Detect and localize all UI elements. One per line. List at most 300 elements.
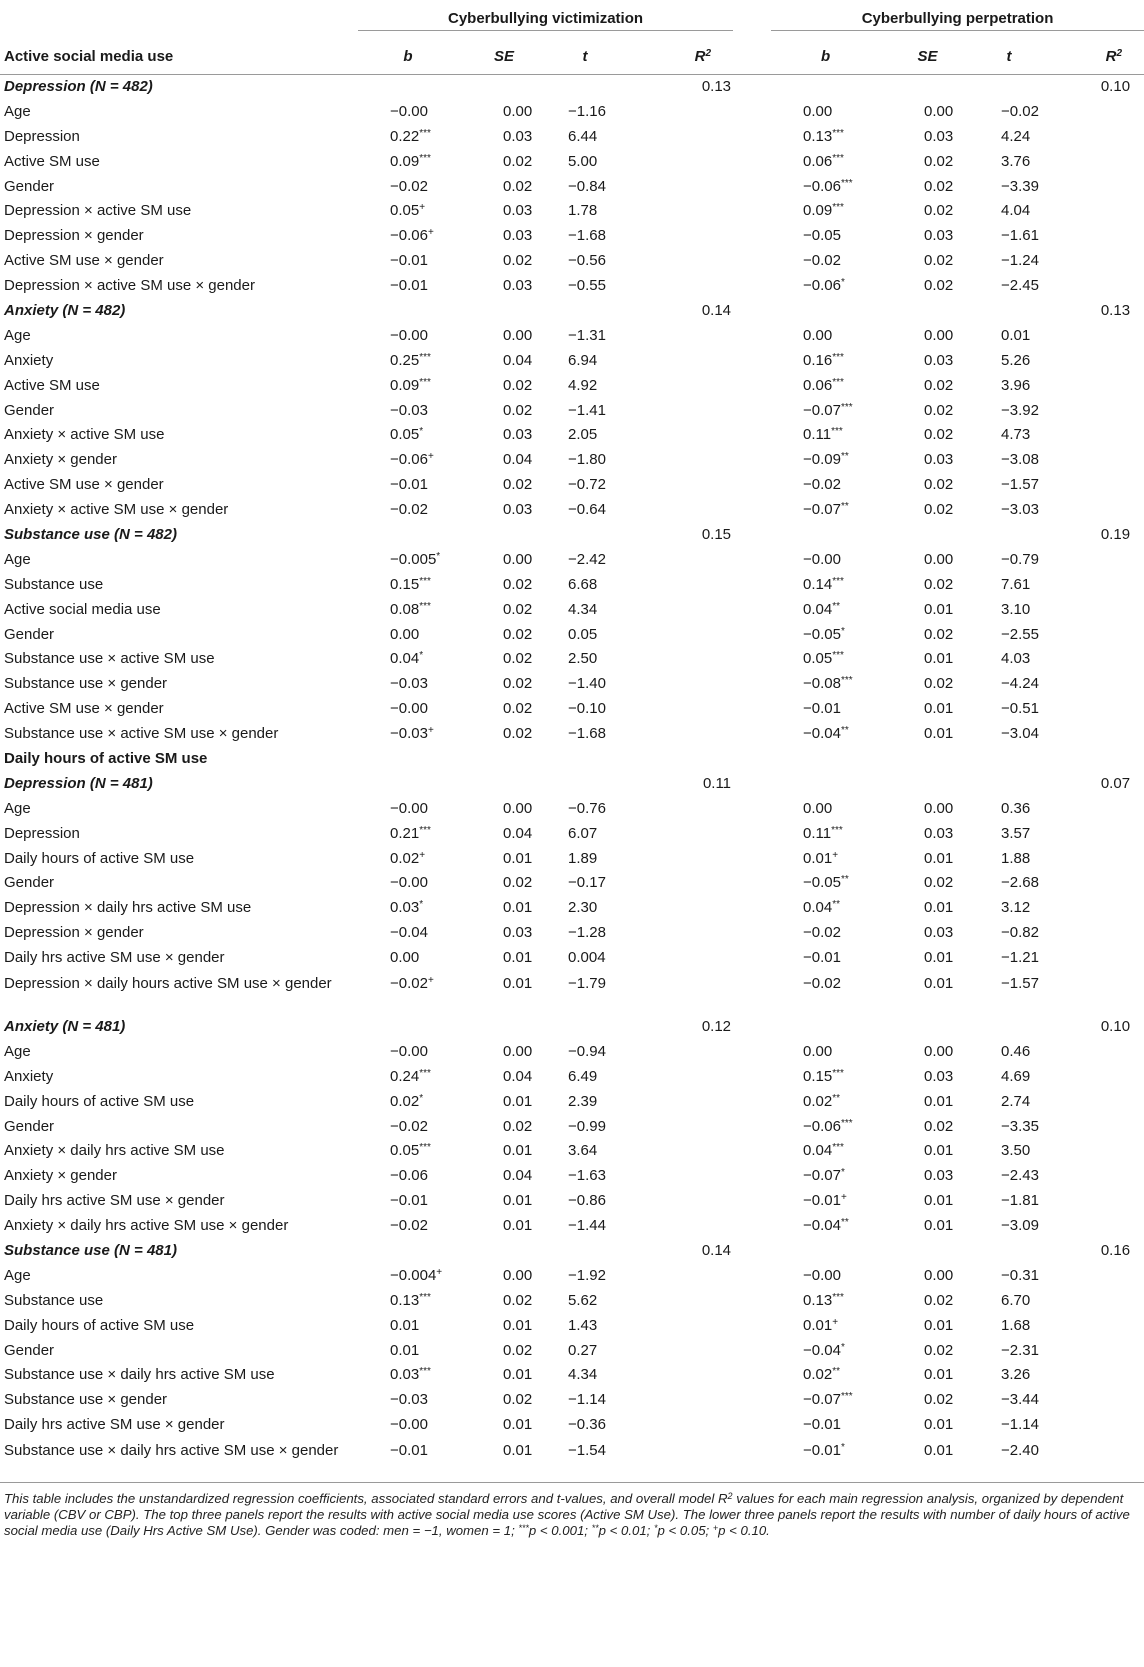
- predictor-label: Depression × daily hours active SM use × gender: [4, 974, 332, 992]
- b-perpetration-value: 0.02: [803, 1366, 833, 1384]
- section-row: [0, 523, 1144, 548]
- predictor-label: Gender: [4, 1117, 55, 1135]
- significance-marker: *: [841, 1441, 845, 1453]
- empty-cell: [620, 99, 733, 124]
- empty-cell: [1043, 124, 1144, 149]
- predictor-label: Age: [4, 326, 31, 344]
- empty-cell: [550, 75, 620, 100]
- b-perpetration: [771, 348, 880, 373]
- b-perpetration: [771, 1039, 880, 1064]
- empty-cell: [1043, 1164, 1144, 1189]
- b-perpetration-value: −0.06: [803, 277, 841, 295]
- t-victimization: −1.44: [568, 1217, 606, 1235]
- significance-marker: ***: [419, 1067, 431, 1079]
- table-row: [0, 1313, 1144, 1338]
- b-victimization: [358, 1338, 458, 1363]
- t-victimization: 4.92: [568, 376, 598, 394]
- predictor-label: Anxiety × daily hrs active SM use × gender: [4, 1217, 289, 1235]
- empty-cell: [620, 373, 733, 398]
- significance-marker: **: [841, 501, 849, 513]
- b-perpetration-value: 0.09: [803, 202, 833, 220]
- spacer-cell: [733, 672, 771, 697]
- significance-marker: *: [436, 550, 441, 562]
- empty-cell: [620, 796, 733, 821]
- b-perpetration-value: −0.06: [803, 177, 841, 195]
- se-perpetration: 0.01: [924, 1092, 954, 1110]
- empty-cell: [1043, 199, 1144, 224]
- predictor-label: Daily hrs active SM use × gender: [4, 1416, 225, 1434]
- empty-cell: [620, 1164, 733, 1189]
- empty-cell: [1043, 1388, 1144, 1413]
- b-perpetration-value: 0.01: [803, 849, 833, 867]
- se-victimization: 0.02: [503, 650, 533, 668]
- t-victimization: −2.42: [568, 550, 606, 568]
- significance-marker: +: [436, 1266, 443, 1278]
- t-victimization: 6.49: [568, 1067, 598, 1085]
- empty-cell: [1043, 274, 1144, 299]
- col-header-b-victimization: b: [358, 40, 458, 75]
- t-victimization: 0.27: [568, 1341, 598, 1359]
- b-victimization-value: 0.05: [390, 202, 420, 220]
- t-victimization: −1.28: [568, 924, 606, 942]
- empty-cell: [620, 498, 733, 523]
- b-victimization-value: −0.01: [390, 476, 428, 494]
- b-victimization: [358, 249, 458, 274]
- spacer-cell: [733, 1015, 771, 1040]
- b-victimization-value: 0.15: [390, 575, 420, 593]
- empty-cell: [620, 622, 733, 647]
- t-perpetration: −2.68: [1001, 874, 1039, 892]
- table-row: [0, 1214, 1144, 1239]
- table-row: [0, 224, 1144, 249]
- empty-cell: [358, 1015, 458, 1040]
- significance-marker: ***: [419, 127, 431, 139]
- t-victimization: 2.05: [568, 426, 598, 444]
- spacer-cell: [733, 1064, 771, 1089]
- b-perpetration: [771, 1388, 880, 1413]
- empty-cell: [1043, 597, 1144, 622]
- significance-marker: *: [841, 625, 845, 637]
- table-row: [0, 1189, 1144, 1214]
- b-perpetration-value: −0.05: [803, 625, 841, 643]
- se-perpetration: 0.01: [924, 1192, 954, 1210]
- se-perpetration: 0.01: [924, 600, 954, 618]
- se-victimization: 0.03: [503, 924, 533, 942]
- se-victimization: 0.04: [503, 1067, 533, 1085]
- spacer-cell: [733, 1288, 771, 1313]
- b-perpetration-value: −0.00: [803, 1266, 841, 1284]
- r2-perpetration: 0.19: [1100, 525, 1131, 543]
- empty-cell: [1043, 1413, 1144, 1438]
- b-victimization: [358, 149, 458, 174]
- b-victimization-value: 0.08: [390, 600, 420, 618]
- spacer-cell: [733, 896, 771, 921]
- empty-cell: [1043, 672, 1144, 697]
- significance-marker: ***: [832, 1067, 844, 1079]
- b-victimization: [358, 1288, 458, 1313]
- t-victimization: −1.16: [568, 102, 606, 120]
- b-perpetration-value: −0.01: [803, 700, 841, 718]
- b-perpetration: [771, 1338, 880, 1363]
- empty-cell: [620, 647, 733, 672]
- empty-cell: [620, 199, 733, 224]
- predictor-label: Active SM use: [4, 152, 100, 170]
- t-perpetration: 4.04: [1001, 202, 1031, 220]
- predictor-label: Substance use × gender: [4, 1391, 168, 1409]
- se-perpetration: 0.02: [924, 501, 954, 519]
- empty-cell: [1043, 149, 1144, 174]
- significance-marker: ***: [831, 426, 843, 438]
- empty-cell: [620, 348, 733, 373]
- r2-perpetration: 0.07: [1100, 774, 1131, 792]
- se-perpetration: 0.03: [924, 351, 954, 369]
- spacer-cell: [733, 448, 771, 473]
- b-perpetration: [771, 547, 880, 572]
- empty-cell: [358, 75, 458, 100]
- b-victimization: [358, 373, 458, 398]
- se-victimization: 0.01: [503, 1142, 533, 1160]
- t-victimization: −0.94: [568, 1042, 606, 1060]
- empty-cell: [975, 1239, 1043, 1264]
- significance-marker: *: [841, 1341, 845, 1353]
- table-row: [0, 348, 1144, 373]
- spacer-cell: [733, 622, 771, 647]
- se-perpetration: 0.01: [924, 725, 954, 743]
- section-title: Anxiety (N = 481): [4, 1018, 126, 1035]
- table-row: [0, 1089, 1144, 1114]
- t-perpetration: 3.26: [1001, 1366, 1031, 1384]
- b-perpetration-value: −0.02: [803, 924, 841, 942]
- se-victimization: 0.03: [503, 127, 533, 145]
- se-perpetration: 0.01: [924, 1142, 954, 1160]
- b-perpetration-value: 0.04: [803, 600, 833, 618]
- se-victimization: 0.01: [503, 974, 533, 992]
- r2-victimization: 0.14: [701, 1242, 732, 1260]
- table-row: [0, 1388, 1144, 1413]
- b-perpetration: [771, 821, 880, 846]
- t-perpetration: −0.79: [1001, 550, 1039, 568]
- empty-cell: [771, 1015, 880, 1040]
- table-row: [0, 896, 1144, 921]
- t-perpetration: −2.55: [1001, 625, 1039, 643]
- predictor-label: Gender: [4, 177, 55, 195]
- t-perpetration: 7.61: [1001, 575, 1031, 593]
- t-perpetration: 2.74: [1001, 1092, 1031, 1110]
- section-title: Substance use (N = 482): [4, 525, 177, 543]
- b-perpetration: [771, 1413, 880, 1438]
- predictor-label: Daily hours of active SM use: [4, 1092, 195, 1110]
- predictor-label: Substance use × active SM use: [4, 650, 215, 668]
- se-victimization: 0.02: [503, 600, 533, 618]
- b-victimization-value: 0.05: [390, 1142, 420, 1160]
- empty-cell: [458, 771, 550, 796]
- table-row: [0, 971, 1144, 1015]
- b-perpetration-value: −0.04: [803, 725, 841, 743]
- empty-cell: [880, 75, 975, 100]
- t-victimization: −0.99: [568, 1117, 606, 1135]
- t-victimization: −0.36: [568, 1416, 606, 1434]
- b-perpetration: [771, 199, 880, 224]
- empty-cell: [1043, 1064, 1144, 1089]
- se-perpetration: 0.02: [924, 152, 954, 170]
- t-perpetration: −0.82: [1001, 924, 1039, 942]
- significance-marker: +: [832, 1316, 839, 1328]
- t-perpetration: −3.44: [1001, 1391, 1039, 1409]
- predictor-label: Active SM use: [4, 376, 100, 394]
- predictor-label: Active social media use: [4, 600, 161, 618]
- b-perpetration-value: 0.00: [803, 326, 833, 344]
- empty-cell: [1043, 1263, 1144, 1288]
- se-victimization: 0.02: [503, 376, 533, 394]
- se-victimization: 0.04: [503, 1167, 533, 1185]
- empty-cell: [620, 1214, 733, 1239]
- se-victimization: 0.04: [503, 824, 533, 842]
- spacer-cell: [733, 771, 771, 796]
- empty-cell: [620, 547, 733, 572]
- b-victimization: [358, 174, 458, 199]
- table-row: [0, 921, 1144, 946]
- spacer-cell: [733, 348, 771, 373]
- significance-marker: ***: [832, 202, 844, 214]
- b-victimization-value: −0.03: [390, 675, 428, 693]
- b-perpetration-value: −0.09: [803, 451, 841, 469]
- b-perpetration: [771, 274, 880, 299]
- b-perpetration: [771, 1139, 880, 1164]
- b-victimization-value: −0.01: [390, 1192, 428, 1210]
- empty-cell: [620, 124, 733, 149]
- b-victimization-value: −0.06: [390, 1167, 428, 1185]
- t-perpetration: −3.35: [1001, 1117, 1039, 1135]
- t-perpetration: 1.68: [1001, 1316, 1031, 1334]
- empty-cell: [880, 1239, 975, 1264]
- table-row: [0, 622, 1144, 647]
- b-victimization: [358, 448, 458, 473]
- empty-cell: [771, 771, 880, 796]
- r2-victimization: 0.11: [702, 774, 732, 792]
- b-perpetration-value: −0.05: [803, 227, 841, 245]
- t-perpetration: 3.57: [1001, 824, 1031, 842]
- se-perpetration: 0.03: [924, 1167, 954, 1185]
- section-row: [0, 299, 1144, 324]
- spacer-cell: [733, 1114, 771, 1139]
- empty-cell: [1043, 821, 1144, 846]
- empty-cell: [1043, 871, 1144, 896]
- predictor-label: Anxiety: [4, 1067, 54, 1085]
- table-row: [0, 1288, 1144, 1313]
- se-perpetration: 0.00: [924, 550, 954, 568]
- b-victimization: [358, 597, 458, 622]
- b-perpetration-value: 0.14: [803, 575, 833, 593]
- t-victimization: 1.43: [568, 1316, 598, 1334]
- section-title: Depression (N = 482): [4, 78, 153, 96]
- b-victimization: [358, 1089, 458, 1114]
- t-victimization: −0.84: [568, 177, 606, 195]
- table-row: [0, 199, 1144, 224]
- b-perpetration-value: −0.01: [803, 1441, 841, 1459]
- significance-marker: ***: [419, 351, 431, 363]
- spacer-cell: [733, 423, 771, 448]
- empty-cell: [1043, 572, 1144, 597]
- significance-marker: *: [419, 899, 424, 911]
- t-perpetration: −1.24: [1001, 252, 1039, 270]
- t-perpetration: −3.08: [1001, 451, 1039, 469]
- t-perpetration: −0.51: [1001, 700, 1039, 718]
- empty-cell: [620, 896, 733, 921]
- empty-cell: [620, 274, 733, 299]
- b-victimization: [358, 1064, 458, 1089]
- table-body: [0, 75, 1144, 1482]
- b-victimization: [358, 1189, 458, 1214]
- b-victimization-value: −0.01: [390, 277, 428, 295]
- spacer-cell: [733, 1413, 771, 1438]
- empty-cell: [620, 1263, 733, 1288]
- significance-marker: ***: [832, 1142, 844, 1154]
- t-victimization: 4.34: [568, 600, 598, 618]
- b-perpetration: [771, 572, 880, 597]
- table-row: [0, 821, 1144, 846]
- se-perpetration: 0.01: [924, 650, 954, 668]
- empty-cell: [620, 572, 733, 597]
- empty-cell: [975, 523, 1043, 548]
- empty-cell: [620, 871, 733, 896]
- significance-marker: +: [419, 202, 426, 214]
- t-victimization: −0.55: [568, 277, 606, 295]
- spacer-cell: [733, 373, 771, 398]
- b-victimization-value: 0.25: [390, 351, 420, 369]
- empty-cell: [1043, 1189, 1144, 1214]
- b-victimization: [358, 1164, 458, 1189]
- section-title: Substance use (N = 481): [4, 1242, 177, 1260]
- r2-perpetration: 0.10: [1100, 1018, 1131, 1035]
- predictor-label: Anxiety × active SM use × gender: [4, 501, 229, 519]
- se-perpetration: 0.01: [924, 849, 954, 867]
- b-perpetration: [771, 1438, 880, 1482]
- se-victimization: 0.04: [503, 351, 533, 369]
- spacer-cell: [733, 796, 771, 821]
- t-victimization: −1.63: [568, 1167, 606, 1185]
- t-victimization: 0.05: [568, 625, 598, 643]
- b-victimization-value: 0.00: [390, 949, 420, 967]
- empty-cell: [1043, 249, 1144, 274]
- table-row: [0, 149, 1144, 174]
- b-victimization: [358, 921, 458, 946]
- b-perpetration: [771, 423, 880, 448]
- significance-marker: +: [841, 1192, 847, 1204]
- t-perpetration: −1.21: [1001, 949, 1039, 967]
- se-perpetration: 0.02: [924, 376, 954, 394]
- b-perpetration: [771, 697, 880, 722]
- panel-heading: Daily hours of active SM use: [4, 749, 208, 767]
- t-victimization: 0.004: [568, 949, 606, 967]
- se-perpetration: 0.02: [924, 476, 954, 494]
- t-victimization: 6.94: [568, 351, 598, 369]
- b-perpetration-value: 0.13: [803, 127, 833, 145]
- se-victimization: 0.02: [503, 725, 533, 743]
- predictor-label: Substance use × daily hrs active SM use × gender: [4, 1441, 339, 1459]
- t-perpetration: −3.03: [1001, 501, 1039, 519]
- empty-cell: [1043, 174, 1144, 199]
- empty-cell: [550, 523, 620, 548]
- b-perpetration-value: −0.04: [803, 1341, 841, 1359]
- significance-marker: +: [427, 227, 434, 239]
- se-victimization: 0.01: [503, 1366, 533, 1384]
- empty-cell: [1043, 647, 1144, 672]
- table-row: [0, 871, 1144, 896]
- predictor-label: Daily hrs active SM use × gender: [4, 1192, 225, 1210]
- empty-cell: [620, 1338, 733, 1363]
- se-victimization: 0.01: [503, 1217, 533, 1235]
- empty-cell: [1043, 896, 1144, 921]
- se-victimization: 0.00: [503, 102, 533, 120]
- empty-cell: [620, 921, 733, 946]
- empty-cell: [1043, 373, 1144, 398]
- significance-marker: ***: [832, 152, 844, 164]
- se-victimization: 0.00: [503, 1042, 533, 1060]
- t-perpetration: −2.45: [1001, 277, 1039, 295]
- b-perpetration-value: 0.04: [803, 899, 833, 917]
- b-victimization-value: 0.09: [390, 376, 420, 394]
- empty-cell: [771, 1239, 880, 1264]
- t-victimization: 2.30: [568, 899, 598, 917]
- b-victimization-value: 0.22: [390, 127, 420, 145]
- b-perpetration: [771, 647, 880, 672]
- se-victimization: 0.02: [503, 874, 533, 892]
- b-victimization-value: −0.02: [390, 1117, 428, 1135]
- se-perpetration: 0.02: [924, 252, 954, 270]
- t-victimization: 6.68: [568, 575, 598, 593]
- b-perpetration-value: −0.01: [803, 1416, 841, 1434]
- t-perpetration: −2.43: [1001, 1167, 1039, 1185]
- predictor-label: Anxiety: [4, 351, 54, 369]
- b-victimization-value: −0.04: [390, 924, 428, 942]
- b-perpetration-value: −0.08: [803, 675, 841, 693]
- table-row: [0, 572, 1144, 597]
- b-victimization: [358, 274, 458, 299]
- predictor-label: Age: [4, 1266, 31, 1284]
- section-row: [0, 771, 1144, 796]
- spacer-cell: [733, 299, 771, 324]
- b-victimization: [358, 1263, 458, 1288]
- b-victimization: [358, 1114, 458, 1139]
- col-header-t-perpetration: t: [975, 40, 1043, 75]
- significance-marker: ***: [832, 1291, 844, 1303]
- empty-cell: [620, 672, 733, 697]
- b-victimization-value: 0.05: [390, 426, 420, 444]
- empty-cell: [1043, 99, 1144, 124]
- empty-cell: [1043, 1114, 1144, 1139]
- t-perpetration: 4.69: [1001, 1067, 1031, 1085]
- se-victimization: 0.00: [503, 326, 533, 344]
- b-victimization: [358, 224, 458, 249]
- section-title: Anxiety (N = 482): [4, 301, 126, 319]
- spacer-cell: [733, 1139, 771, 1164]
- significance-marker: +: [427, 451, 434, 463]
- significance-marker: ***: [419, 600, 431, 612]
- predictor-label: Depression × active SM use: [4, 202, 192, 220]
- empty-cell: [458, 1015, 550, 1040]
- b-perpetration: [771, 224, 880, 249]
- b-victimization-value: −0.02: [390, 177, 428, 195]
- table-row: [0, 1039, 1144, 1064]
- t-perpetration: −2.31: [1001, 1341, 1039, 1359]
- t-perpetration: −3.92: [1001, 401, 1039, 419]
- se-perpetration: 0.01: [924, 1416, 954, 1434]
- empty-cell: [1043, 1288, 1144, 1313]
- significance-marker: ***: [832, 127, 844, 139]
- b-victimization: [358, 647, 458, 672]
- spacer-cell: [733, 597, 771, 622]
- se-perpetration: 0.01: [924, 1441, 954, 1459]
